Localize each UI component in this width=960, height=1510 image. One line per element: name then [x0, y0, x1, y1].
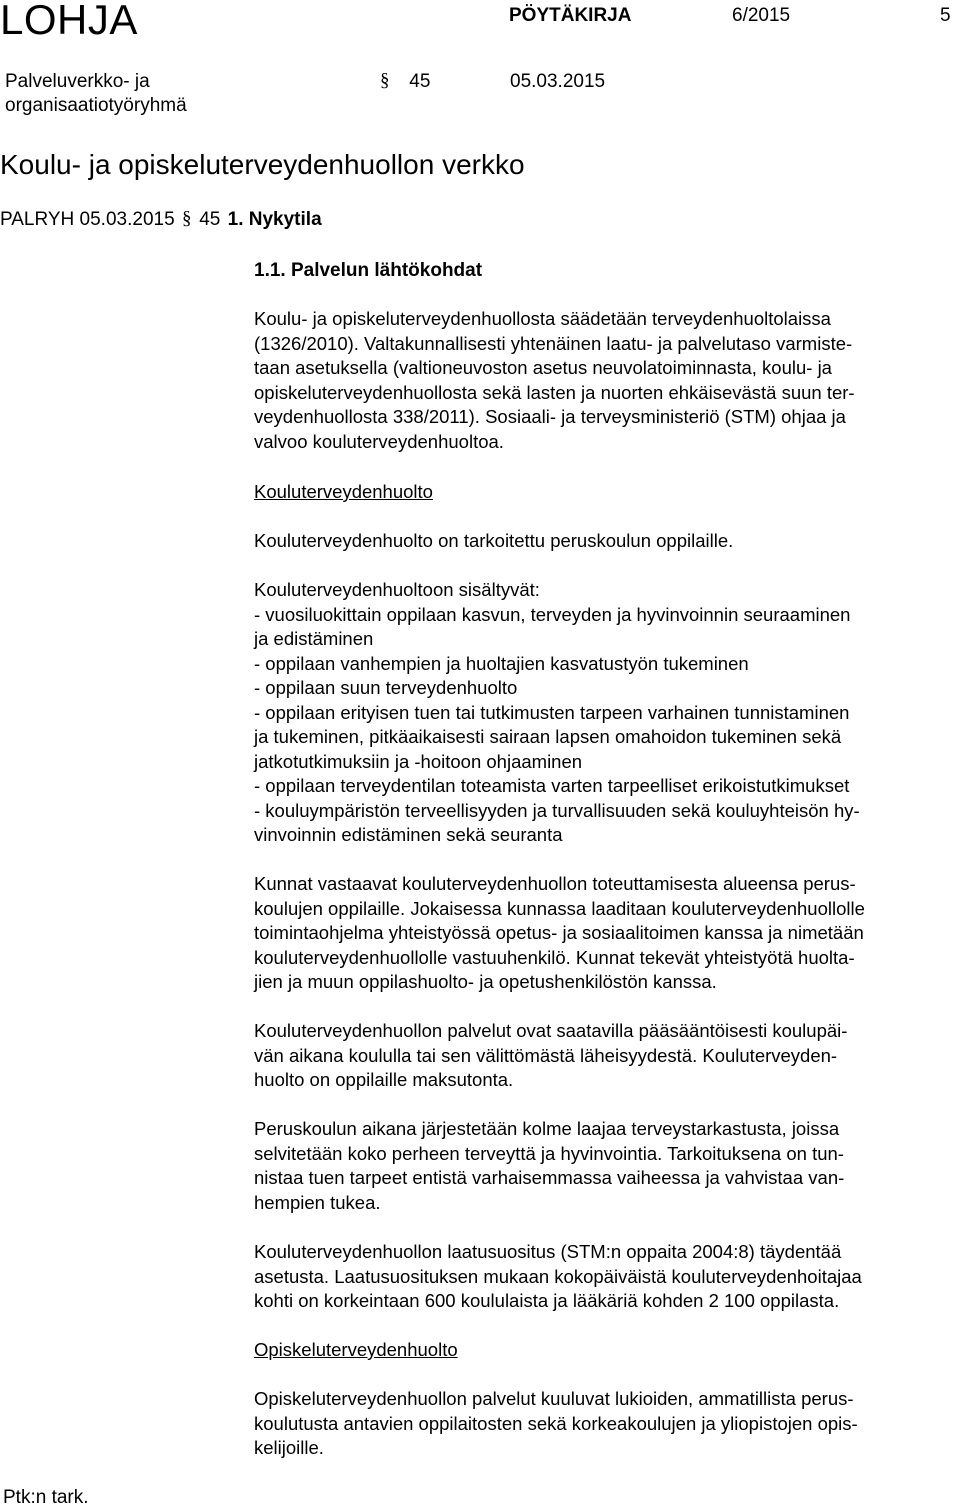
text-line: (1326/2010). Valtakunnallisesti yhtenäinen laatu- ja palvelutaso varmiste-	[254, 332, 853, 354]
text-line: Koulu- ja opiskeluterveydenhuollosta säädetään terveydenhuoltolaissa	[254, 308, 831, 329]
svg-text:§: §	[380, 70, 390, 90]
reference-prefix: PALRYH 05.03.2015	[0, 209, 175, 230]
page-title: Koulu- ja opiskeluterveydenhuollon verkko	[0, 149, 525, 180]
document-type: PÖYTÄKIRJA	[509, 5, 632, 26]
text-line: Kouluterveydenhuollon laatusuositus (STM:n oppaita 2004:8) täydentää	[254, 1241, 842, 1262]
section-reference	[380, 70, 430, 94]
text-line: Peruskoulun aikana järjestetään kolme laajaa terveystarkastusta, joissa	[254, 1118, 840, 1139]
text-line: valvoo kouluterveydenhuoltoa.	[254, 430, 504, 452]
subheading: 1.1. Palvelun lähtökohdat	[254, 260, 483, 281]
section-sign-icon	[182, 208, 194, 228]
meeting-date: 05.03.2015	[510, 71, 606, 92]
text-line: koulutusta antavien oppilaitosten sekä korkeakoulujen ja yliopistojen opis-	[254, 1412, 858, 1434]
text-line: opiskeluterveydenhuollosta sekä lasten ja nuorten ehkäisevästä suun ter-	[254, 381, 855, 403]
text-line: asetusta. Laatusuosituksen mukaan kokopäiväistä kouluterveydenhoitajaa	[254, 1265, 862, 1287]
text-line: Kouluterveydenhuolto on tarkoitettu peruskoulun oppilaille.	[254, 530, 734, 551]
text-line: jatkotutkimuksiin ja -hoitoon ohjaaminen	[254, 750, 583, 772]
list-item: - oppilaan erityisen tuen tai tutkimusten tarpeen varhainen tunnistaminen	[254, 701, 850, 723]
text-line: toimintaohjelma yhteistyössä opetus- ja sosiaalitoimen kanssa ja nimetään	[254, 922, 864, 943]
organization-line-2: organisaatiotyöryhmä	[5, 95, 187, 116]
text-line: hempien tukea.	[254, 1191, 381, 1213]
text-line: nistaa tuen tarpeet entistä varhaisemmassa vaiheessa ja vahvistaa van-	[254, 1167, 845, 1188]
text-line: jien ja muun oppilashuolto- ja opetushenkilöstön kanssa.	[254, 971, 717, 992]
paragraph-health-checks	[254, 1117, 844, 1215]
list-item: - oppilaan suun terveydenhuolto	[254, 677, 518, 698]
heading-kouluterveydenhuolto: Kouluterveydenhuolto	[254, 481, 433, 502]
text-line: selvitetään koko perheen terveyttä ja hyvinvointia. Tarkoituksena on tun-	[254, 1142, 844, 1164]
paragraph-service-availability	[254, 1019, 847, 1093]
text-line: Kouluterveydenhuoltoon sisältyvät:	[254, 579, 540, 600]
text-line: veydenhuollosta 338/2011). Sosiaali- ja terveysministeriö (STM) ohjaa ja	[254, 406, 846, 427]
paragraph-student-health	[254, 1387, 858, 1461]
list-item: - oppilaan vanhempien ja huoltajien kasvatustyön tukeminen	[254, 652, 749, 674]
text-line: ja tukeminen, pitkäaikaisesti sairaan lapsen omahoidon tukeminen sekä	[254, 726, 842, 747]
paragraph-municipal-responsibility	[254, 872, 865, 995]
text-line: vän aikana koululla tai sen välittömästä läheisyydestä. Kouluterveyden-	[254, 1044, 838, 1066]
page-number: 5	[940, 5, 951, 26]
text-line: kouluterveydenhuollolle vastuuhenkilö. Kunnat tekevät yhteistyötä huolta-	[254, 946, 855, 968]
document-number: 6/2015	[732, 5, 791, 26]
text-line: huolto on oppilaille maksutonta.	[254, 1069, 514, 1090]
list-item: - kouluympäristön terveellisyyden ja turvallisuuden sekä kouluyhteisön hy-	[254, 799, 860, 821]
text-line: kohti on korkeintaan 600 koululaista ja lääkäriä kohden 2 100 oppilasta.	[254, 1290, 840, 1311]
svg-text:§: §	[181, 208, 192, 228]
paragraph-target-group	[254, 529, 733, 554]
agenda-reference	[0, 208, 322, 232]
text-line: koulujen oppilaille. Jokaisessa kunnassa laaditaan kouluterveydenhuollolle	[254, 897, 865, 919]
organization-line-1: Palveluverkko- ja	[5, 71, 150, 92]
text-line: vinvoinnin edistäminen sekä seuranta	[254, 824, 563, 845]
text-line: taan asetuksella (valtioneuvoston asetus neuvolatoiminnasta, koulu- ja	[254, 357, 832, 378]
reference-heading: 1. Nykytila	[227, 209, 322, 230]
text-line: kelijoille.	[254, 1437, 324, 1458]
text-line: ja edistäminen	[254, 628, 374, 649]
minutes-check-note: Ptk:n tark.	[3, 1487, 89, 1508]
heading-opiskeluterveydenhuolto: Opiskeluterveydenhuolto	[254, 1339, 458, 1360]
section-number: 45	[409, 71, 431, 92]
text-line: Kouluterveydenhuollon palvelut ovat saatavilla pääsääntöisesti koulupäi-	[254, 1020, 848, 1041]
paragraph-contents-list	[254, 578, 860, 848]
logo: LOHJA	[0, 0, 138, 43]
text-line: Kunnat vastaavat kouluterveydenhuollon toteuttamisesta alueensa perus-	[254, 873, 856, 894]
section-sign-icon	[380, 70, 392, 90]
paragraph-quality-recommendation	[254, 1240, 862, 1314]
list-item: - vuosiluokittain oppilaan kasvun, terveyden ja hyvinvoinnin seuraaminen	[254, 603, 851, 625]
reference-number: 45	[199, 209, 221, 230]
paragraph-legal-basis	[254, 307, 855, 454]
list-item: - oppilaan terveydentilan toteamista varten tarpeelliset erikoistutkimukset	[254, 775, 850, 796]
text-line: Opiskeluterveydenhuollon palvelut kuuluvat lukioiden, ammatillista perus-	[254, 1388, 854, 1409]
